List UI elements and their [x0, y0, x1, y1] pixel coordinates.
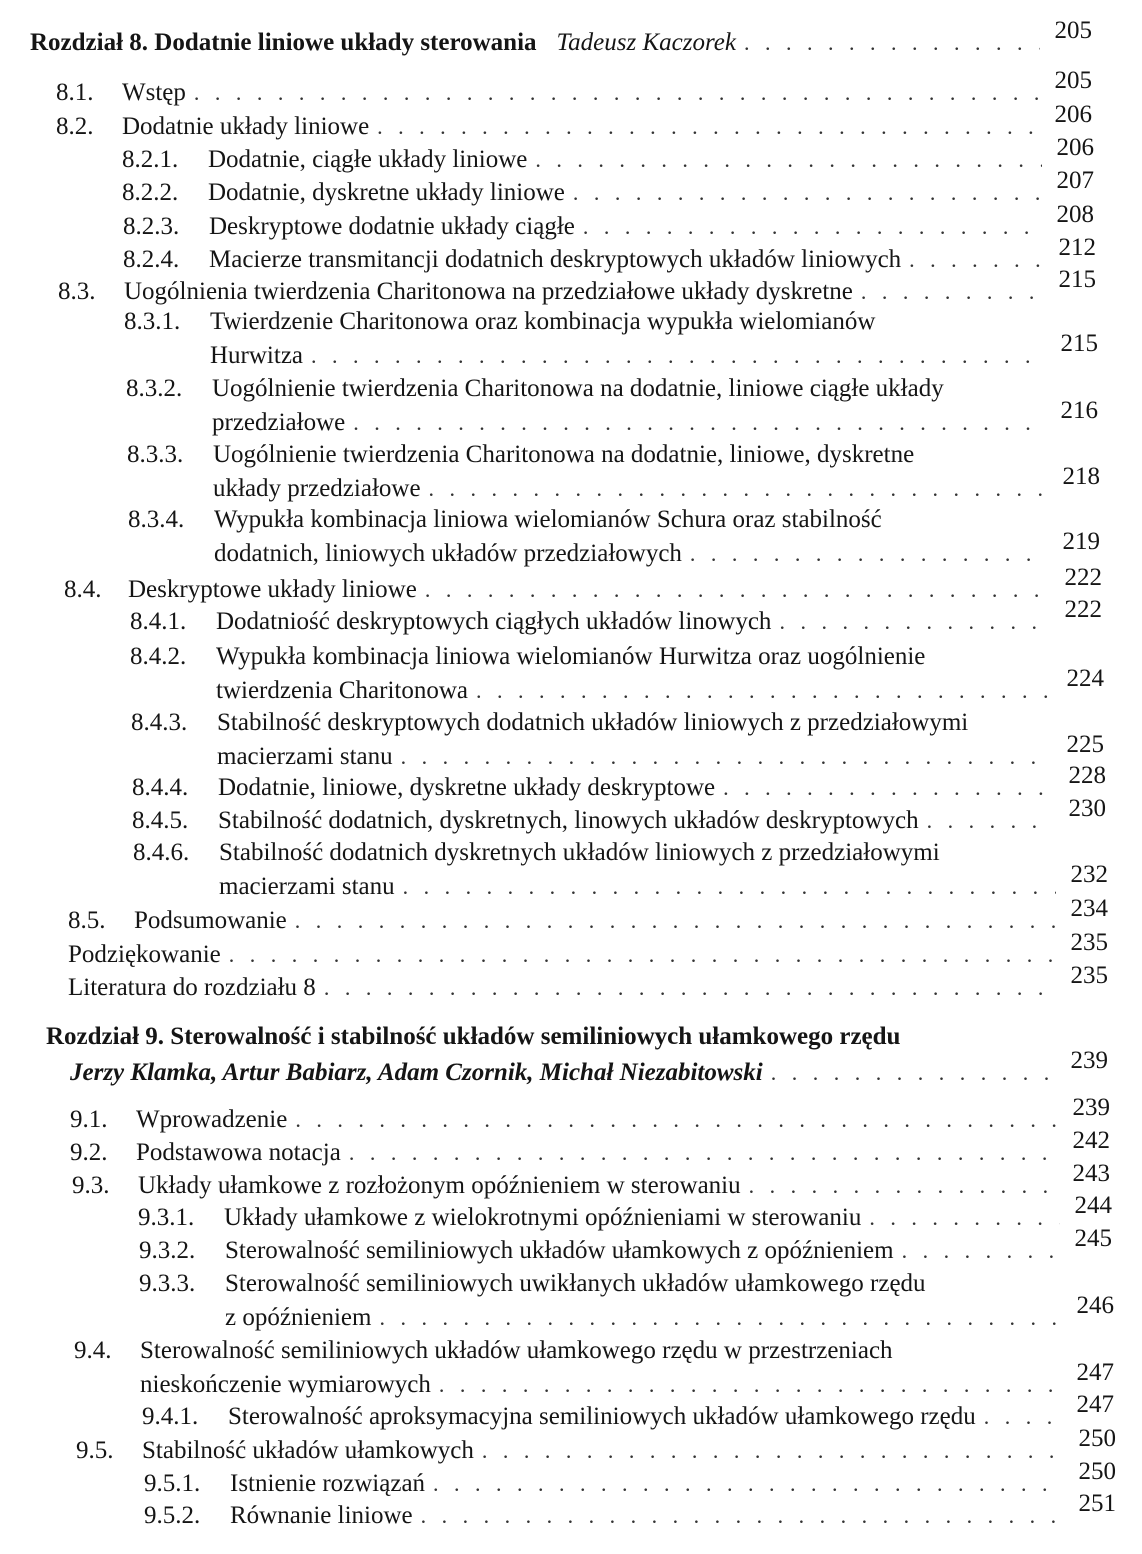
entry-title: Stabilność deskryptowych dodatnich układów liniowych z przedziałowymi	[217, 709, 969, 736]
page-number: 247	[1076, 1359, 1114, 1386]
dot-leader	[403, 872, 1056, 902]
toc-entry	[68, 895, 1108, 936]
toc-entry	[138, 1192, 1112, 1233]
entry-title: Układy ułamkowe z wielokrotnymi opóźnieniami w sterowaniu	[224, 1204, 862, 1231]
entry-title: Wypukła kombinacja liniowa wielomianów Schura oraz stabilność	[214, 506, 882, 533]
entry-number: 8.2.2.	[122, 179, 179, 206]
toc-entry	[131, 708, 1104, 738]
entry-number: 8.3.2.	[126, 375, 183, 402]
entry-number: 9.5.2.	[144, 1502, 201, 1529]
entry-number: 9.5.	[76, 1437, 114, 1464]
dot-leader	[869, 1203, 1060, 1233]
dot-leader	[295, 1105, 1058, 1135]
entry-number: 8.4.1.	[130, 608, 187, 635]
dot-leader	[324, 973, 1056, 1003]
entry-number: 9.3.3.	[139, 1270, 196, 1297]
dot-leader	[439, 1370, 1062, 1400]
page-number: 205	[1054, 17, 1092, 44]
entry-title: Stabilność układów ułamkowych	[142, 1437, 474, 1464]
entry-title: Stabilność dodatnich, dyskretnych, linowych układów deskryptowych	[218, 807, 919, 834]
page-number: 207	[1056, 167, 1094, 194]
entry-number: 9.4.1.	[142, 1403, 199, 1430]
page-number: 212	[1058, 234, 1096, 261]
dot-leader	[194, 78, 1040, 108]
entry-number: 8.3.	[58, 278, 96, 305]
dot-leader	[377, 112, 1040, 142]
entry-number: 8.4.6.	[133, 839, 190, 866]
toc-entry	[68, 929, 1108, 970]
dot-leader	[535, 145, 1042, 175]
entry-number: 9.3.	[72, 1172, 110, 1199]
toc-entry	[72, 1160, 1110, 1201]
toc-entry	[130, 642, 1104, 672]
entry-title: Sterowalność semiliniowych układów ułamkowego rzędu w przestrzeniach	[140, 1337, 893, 1364]
dot-leader	[311, 341, 1046, 371]
page-number: 215	[1058, 266, 1096, 293]
entry-title-continued: macierzami stanu	[219, 873, 395, 900]
dot-leader	[295, 906, 1056, 936]
dot-leader	[379, 1303, 1062, 1333]
toc-entry	[122, 167, 1094, 208]
toc-entry-continuation	[212, 397, 1098, 438]
dot-leader	[909, 245, 1044, 275]
toc-entry	[144, 1490, 1116, 1531]
page-number: 222	[1064, 564, 1102, 591]
entry-title: Uogólnienie twierdzenia Charitonowa na dodatnie, liniowe, dyskretne	[213, 441, 915, 468]
entry-title: Dodatnie układy liniowe	[122, 113, 370, 140]
dot-leader	[984, 1402, 1062, 1432]
page-number: 247	[1076, 1391, 1114, 1418]
entry-title: Dodatnie, ciągłe układy liniowe	[208, 146, 528, 173]
toc-entry	[56, 101, 1092, 142]
entry-number: 8.3.1.	[124, 308, 181, 335]
page-number: 239	[1072, 1094, 1110, 1121]
toc-entry	[133, 838, 1108, 868]
toc-entry	[123, 201, 1094, 242]
dot-leader	[476, 676, 1052, 706]
entry-number: 8.1.	[56, 79, 94, 106]
entry-title: Twierdzenie Charitonowa oraz kombinacja wypukła wielomianów	[210, 308, 876, 335]
entry-number: 8.2.1.	[122, 146, 179, 173]
toc-entry-continuation	[216, 665, 1104, 706]
page-number: 250	[1078, 1425, 1116, 1452]
chapter-authors: Jerzy Klamka, Artur Babiarz, Adam Czornik, Michał Niezabitowski	[70, 1059, 763, 1086]
page-number: 216	[1060, 397, 1098, 424]
entry-title: Deskryptowe układy liniowe	[128, 576, 417, 603]
entry-title: Stabilność dodatnich dyskretnych układów liniowych z przedziałowymi	[219, 839, 940, 866]
page-number: 244	[1074, 1192, 1112, 1219]
entry-title-continued: Hurwitza	[210, 342, 304, 369]
entry-title: Równanie liniowe	[230, 1502, 413, 1529]
page-number: 242	[1072, 1127, 1110, 1154]
entry-title: Sterowalność semiliniowych uwikłanych układów ułamkowego rzędu	[225, 1270, 926, 1297]
page-number: 234	[1070, 895, 1108, 922]
entry-title-continued: przedziałowe	[212, 409, 346, 436]
page-number: 251	[1078, 1490, 1116, 1517]
toc-entry	[64, 564, 1102, 605]
toc-entry	[126, 374, 1098, 404]
entry-number: 8.4.4.	[132, 774, 189, 801]
entry-title-continued: dodatnich, liniowych układów przedziałowych	[214, 540, 682, 567]
entry-title: Podsumowanie	[134, 907, 287, 934]
dot-leader	[779, 607, 1050, 637]
dot-leader	[421, 1501, 1064, 1531]
toc-entry	[139, 1225, 1112, 1266]
toc-entry	[142, 1391, 1114, 1432]
entry-title: Wprowadzenie	[136, 1106, 288, 1133]
page-number: 224	[1066, 665, 1104, 692]
entry-number: 8.2.	[56, 113, 94, 140]
entry-title: Uogólnienie twierdzenia Charitonowa na dodatnie, liniowe ciągłe układy	[212, 375, 944, 402]
entry-number: 8.4.3.	[131, 709, 188, 736]
toc-entry	[74, 1336, 1114, 1366]
toc-entry-continuation	[214, 528, 1100, 569]
toc-entry	[58, 266, 1096, 307]
entry-number: 8.3.3.	[127, 441, 184, 468]
dot-leader	[482, 1436, 1064, 1466]
page-number: 208	[1056, 201, 1094, 228]
toc-entry-continuation	[140, 1359, 1114, 1400]
chapter-8-heading	[30, 17, 1092, 58]
toc-entry	[127, 440, 1100, 470]
page-number: 218	[1062, 463, 1100, 490]
page-number: 219	[1062, 528, 1100, 555]
entry-title: Deskryptowe dodatnie układy ciągłe	[209, 213, 575, 240]
entry-title-continued: nieskończenie wymiarowych	[140, 1371, 431, 1398]
toc-entry	[132, 762, 1106, 803]
dot-leader	[927, 806, 1054, 836]
entry-title: Sterowalność aproksymacyjna semiliniowych układów ułamkowego rzędu	[228, 1403, 976, 1430]
entry-number: 8.4.5.	[132, 807, 189, 834]
chapter-9-heading	[46, 1022, 1108, 1052]
page-number: 246	[1076, 1292, 1114, 1319]
entry-number: 9.3.2.	[139, 1237, 196, 1264]
entry-number: 9.2.	[70, 1139, 108, 1166]
page-number: 206	[1056, 134, 1094, 161]
entry-number: 8.5.	[68, 907, 106, 934]
chapter-title: Rozdział 9. Sterowalność i stabilność układów semiliniowych ułamkowego rzędu	[46, 1023, 901, 1050]
entry-number: 8.4.2.	[130, 643, 187, 670]
dot-leader	[433, 1469, 1064, 1499]
dot-leader	[690, 539, 1048, 569]
page-number: 235	[1070, 929, 1108, 956]
toc-entry	[56, 67, 1092, 108]
dot-leader	[749, 1171, 1058, 1201]
dot-leader	[353, 408, 1046, 438]
toc-entry	[68, 962, 1108, 1003]
dot-leader	[401, 742, 1052, 772]
entry-number: 9.4.	[74, 1337, 112, 1364]
entry-title: Podziękowanie	[68, 941, 221, 968]
toc-entry	[139, 1269, 1114, 1299]
entry-number: 9.1.	[70, 1106, 108, 1133]
entry-title-continued: twierdzenia Charitonowa	[216, 677, 468, 704]
entry-title: Podstawowa notacja	[136, 1139, 341, 1166]
entry-title: Macierze transmitancji dodatnich deskryptowych układów liniowych	[209, 246, 902, 273]
entry-title: Dodatnie, liniowe, dyskretne układy deskryptowe	[218, 774, 716, 801]
page-number: 239	[1070, 1047, 1108, 1074]
page-number: 225	[1066, 731, 1104, 758]
entry-title: Dodatnie, dyskretne układy liniowe	[208, 179, 565, 206]
entry-number: 8.3.4.	[128, 506, 185, 533]
page-number: 205	[1054, 67, 1092, 94]
toc-entry	[144, 1458, 1116, 1499]
toc-entry-continuation	[219, 861, 1108, 902]
page-number: 228	[1068, 762, 1106, 789]
entry-number: 9.5.1.	[144, 1470, 201, 1497]
entry-title: Sterowalność semiliniowych układów ułamkowych z opóźnieniem	[225, 1237, 894, 1264]
entry-number: 9.3.1.	[138, 1204, 195, 1231]
entry-title: Wstęp	[122, 79, 186, 106]
entry-title-continued: układy przedziałowe	[213, 475, 421, 502]
page-number: 206	[1054, 101, 1092, 128]
page-number: 250	[1078, 1458, 1116, 1485]
toc-entry-continuation	[217, 731, 1104, 772]
entry-title-continued: z opóźnieniem	[225, 1304, 372, 1331]
entry-title: Wypukła kombinacja liniowa wielomianów Hurwitza oraz uogólnienie	[216, 643, 926, 670]
entry-number: 8.2.3.	[123, 213, 180, 240]
entry-title-continued: macierzami stanu	[217, 743, 393, 770]
chapter-title: Rozdział 8. Dodatnie liniowe układy sterowania	[30, 29, 537, 56]
dot-leader	[771, 1058, 1056, 1088]
toc-entry	[70, 1127, 1110, 1168]
dot-leader	[744, 28, 1040, 58]
dot-leader	[861, 277, 1044, 307]
toc-entry	[124, 307, 1098, 337]
toc-entry	[70, 1094, 1110, 1135]
page-number: 235	[1070, 962, 1108, 989]
dot-leader	[723, 773, 1054, 803]
entry-title: Dodatniość deskryptowych ciągłych układów linowych	[216, 608, 772, 635]
entry-number: 8.2.4.	[123, 246, 180, 273]
dot-leader	[573, 178, 1042, 208]
dot-leader	[902, 1236, 1060, 1266]
toc-entry	[132, 795, 1106, 836]
toc-entry	[128, 505, 1100, 535]
toc-entry	[122, 134, 1094, 175]
entry-title: Istnienie rozwiązań	[230, 1470, 426, 1497]
entry-title: Układy ułamkowe z rozłożonym opóźnieniem w sterowaniu	[138, 1172, 741, 1199]
dot-leader	[349, 1138, 1058, 1168]
entry-number: 8.4.	[64, 576, 102, 603]
toc-entry-continuation	[210, 330, 1098, 371]
entry-title: Literatura do rozdziału 8	[68, 974, 316, 1001]
toc-entry	[123, 234, 1096, 275]
toc-entry-continuation	[213, 463, 1100, 504]
dot-leader	[229, 940, 1056, 970]
page-number: 245	[1074, 1225, 1112, 1252]
dot-leader	[425, 575, 1050, 605]
dot-leader	[583, 212, 1042, 242]
dot-leader	[429, 474, 1048, 504]
page-number: 232	[1070, 861, 1108, 888]
toc-entry-continuation	[225, 1292, 1114, 1333]
page-number: 215	[1060, 330, 1098, 357]
chapter-authors: Tadeusz Kaczorek	[556, 29, 736, 56]
toc-entry	[76, 1425, 1116, 1466]
page-number: 243	[1072, 1160, 1110, 1187]
page-number: 230	[1068, 795, 1106, 822]
toc-entry	[130, 596, 1102, 637]
page-number: 222	[1064, 596, 1102, 623]
entry-title: Uogólnienia twierdzenia Charitonowa na przedziałowe układy dyskretne	[124, 278, 853, 305]
chapter-9-authors-line	[70, 1047, 1108, 1088]
